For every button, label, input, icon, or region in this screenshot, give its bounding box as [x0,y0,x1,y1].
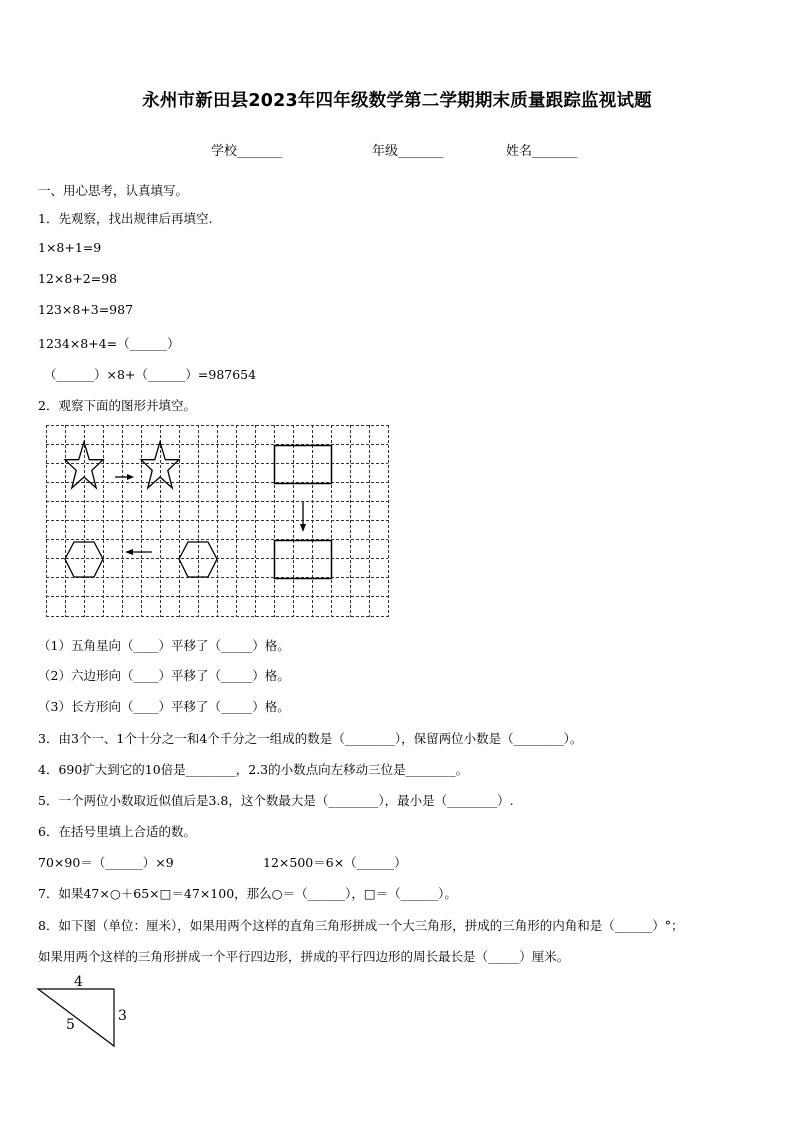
grid-lines [46,425,389,617]
q1-line-2: 12×8+2=98 [38,271,118,286]
q1-prompt: 1．先观察，找出规律后再填空. [38,211,213,226]
q3-text: 3．由3个一、1个十分之一和4个千分之一组成的数是（________），保留两位小数是（________）。 [38,731,583,746]
q8-line-2: 如果用两个这样的三角形拼成一个平行四边形，拼成的平行四边形的周长最长是（_____）厘米。 [38,949,570,964]
q7-text: 7．如果47×○＋65×□＝47×100，那么○＝（______），□＝（______）。 [38,886,457,901]
triangle-label-right: 3 [118,1008,127,1024]
q6-left: 70×90＝（______）×9 [38,855,174,870]
right-triangle [38,989,114,1046]
q2-sub-3: （3）长方形向（____）平移了（_____）格。 [38,699,290,714]
q4-text: 4．690扩大到它的10倍是________，2.3的小数点向左移动三位是________。 [38,762,469,777]
name-field: 姓名_______ [506,144,578,159]
q1-line-3: 123×8+3=987 [38,302,134,317]
q6-right: 12×500＝6×（______） [263,855,407,870]
q6-prompt: 6．在括号里填上合适的数。 [38,824,196,839]
triangle-label-top: 4 [74,974,83,990]
q5-text: 5．一个两位小数取近似值后是3.8，这个数最大是（________），最小是（________）. [38,793,514,808]
triangle-label-hyp: 5 [66,1017,75,1033]
school-field: 学校_______ [211,144,283,159]
arrow-down-icon [300,502,306,532]
page-title: 永州市新田县2023年四年级数学第二学期期末质量跟踪监视试题 [142,91,652,111]
q2-prompt: 2．观察下面的图形并填空。 [38,398,196,413]
translation-grid-figure [46,425,389,618]
rectangle-moved [275,541,332,579]
q2-sub-2: （2）六边形向（____）平移了（_____）格。 [38,668,290,683]
section-heading: 一、用心思考，认真填写。 [38,183,189,198]
arrow-left-icon [125,549,152,555]
arrow-right-icon [115,474,134,480]
q1-line-1: 1×8+1=9 [38,240,102,255]
q1-line-5: （______）×8+（______）=987654 [44,367,257,382]
q2-sub-1: （1）五角星向（____）平移了（_____）格。 [38,638,290,653]
q1-line-4: 1234×8+4=（______） [38,336,180,351]
rectangle-original [275,446,332,484]
grade-field: 年级_______ [372,144,444,159]
q8-line-1: 8．如下图（单位：厘米），如果用两个这样的直角三角形拼成一个大三角形，拼成的三角形的内角和是（______）°； [38,918,684,933]
